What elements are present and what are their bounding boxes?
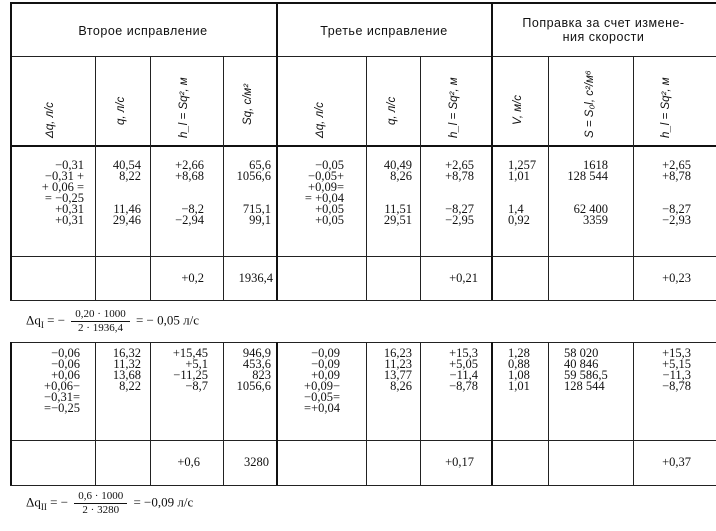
block1-dq-third: −0,05 −0,05+ +0,09= = +0,04 +0,05 +0,05: [304, 158, 344, 227]
block1-h-second: +2,66 +8,68 −8,2 −2,94: [175, 158, 204, 227]
group-header-speed-line1: Поправка за счет измене-: [522, 16, 685, 30]
formula1-lhs: Δq: [26, 312, 41, 328]
group-divider: [491, 342, 493, 485]
group-divider: [276, 2, 278, 300]
col-head-h-second: h_l = Sq², м: [178, 77, 190, 138]
sum2-bottom-rule: [10, 485, 716, 486]
block1-v: 1,257 1,01 1,4 0,92: [508, 158, 537, 227]
block2-dq-third: −0,09 −0,09 +0,09 +0,09− −0,05= =+0,04: [304, 346, 340, 415]
formula2-lhs: Δq: [26, 494, 41, 510]
group-header-speed-line2: ния скорости: [562, 30, 645, 44]
formula1-rhs: = − 0,05 л/с: [135, 312, 200, 328]
sum1-h-second: +0,2: [181, 271, 204, 285]
sum1-h-speed: +0,23: [662, 271, 691, 285]
group-divider: [491, 2, 493, 300]
sum1-bottom-rule: [10, 300, 716, 301]
block1-q-third: 40,49 8,26 11,51 29,51: [383, 158, 412, 227]
formula2-fraction: [74, 490, 127, 517]
sum1-top-rule: [10, 256, 716, 257]
col-head-s: S = S₀l, с²/м⁶: [584, 70, 596, 138]
col-head-dq-third: Δq, л/с: [314, 102, 326, 138]
block1-h-speed: +2,65 +8,78 −8,27 −2,93: [662, 158, 691, 227]
col-head-sq-second: Sq, с/м²: [242, 83, 254, 125]
block2-s: 58 020 40 846 59 586,5 128 544: [564, 346, 608, 393]
group-header-rule: [10, 56, 716, 57]
formula1-num: 0,20 · 1000: [71, 308, 129, 322]
block2-sq-second: 946,9 453,6 823 1056,6: [236, 346, 271, 393]
left-border: [10, 2, 12, 300]
block1-h-third: +2,65 +8,78 −8,27 −2,95: [445, 158, 474, 227]
block2-h-second: +15,45 +5,1 −11,25 −8,7: [172, 346, 208, 393]
formula2-eq: = −: [50, 494, 69, 510]
block2-h-third: +15,3 +5,05 −11,4 −8,78: [449, 346, 478, 393]
col-divider: [420, 342, 421, 485]
col-divider: [548, 342, 549, 485]
formula1-den: 2 · 1936,4: [78, 322, 123, 334]
block2-dq-second: −0,06 −0,06 +0,06 +0,06− −0,31= =−0,25: [44, 346, 80, 415]
col-head-q-third: q, л/с: [386, 96, 398, 125]
sum1-sq-second: 1936,4: [238, 271, 273, 285]
formula2-num: 0,6 · 1000: [74, 490, 127, 504]
block1-s: 1618 128 544 62 400 3359: [567, 158, 608, 227]
block2-v: 1,28 0,88 1,08 1,01: [508, 346, 530, 393]
block2-q-third: 16,23 11,23 13,77 8,26: [383, 346, 412, 393]
col-divider: [366, 57, 367, 300]
formula-dq1: [26, 308, 199, 335]
col-divider: [150, 342, 151, 485]
col-divider: [548, 57, 549, 300]
block2-q-second: 16,32 11,32 13,68 8,22: [112, 346, 141, 393]
formula1-fraction: [71, 308, 129, 335]
sum2-sq-second: 3280: [244, 455, 269, 469]
formula-dq2: [26, 490, 193, 517]
sum2-h-speed: +0,37: [662, 455, 691, 469]
col-head-dq-second: Δq, л/с: [44, 102, 56, 138]
formula2-den: 2 · 3280: [82, 504, 120, 516]
col-divider: [95, 342, 96, 485]
group-header-speed: [493, 16, 714, 44]
left-border: [10, 342, 12, 485]
top-rule: [10, 2, 716, 4]
block2-top-rule: [10, 342, 716, 343]
sum2-h-third: +0,17: [445, 455, 474, 469]
col-divider: [420, 57, 421, 300]
col-divider: [223, 342, 224, 485]
block1-dq-second: −0,31 −0,31 + + 0,06 = = −0,25 +0,31 +0,31: [41, 158, 84, 227]
group-header-second: Второе исправление: [78, 24, 208, 38]
formula2-rhs: = −0,09 л/с: [133, 494, 194, 510]
col-divider: [150, 57, 151, 300]
col-divider: [366, 342, 367, 485]
header-bottom-rule: [10, 145, 716, 147]
sum1-h-third: +0,21: [449, 271, 478, 285]
formula2-sub: II: [40, 502, 47, 513]
sum2-top-rule: [10, 440, 716, 441]
sum2-h-second: +0,6: [177, 455, 200, 469]
block1-sq-second: 65,6 1056,6 715,1 99,1: [236, 158, 271, 227]
group-header-third: Третье исправление: [320, 24, 448, 38]
col-divider: [95, 57, 96, 300]
col-divider: [633, 57, 634, 300]
block2-h-speed: +15,3 +5,15 −11,3 −8,78: [662, 346, 691, 393]
col-head-h-third: h_l = Sq², м: [448, 77, 460, 138]
formula1-sub: I: [40, 320, 44, 331]
col-head-q-second: q, л/с: [115, 96, 127, 125]
col-divider: [633, 342, 634, 485]
col-head-h-speed: h_l = Sq², м: [660, 77, 672, 138]
col-divider: [223, 57, 224, 300]
col-head-v: V, м/с: [512, 94, 524, 125]
formula1-eq: = −: [47, 312, 66, 328]
block1-q-second: 40,54 8,22 11,46 29,46: [112, 158, 141, 227]
